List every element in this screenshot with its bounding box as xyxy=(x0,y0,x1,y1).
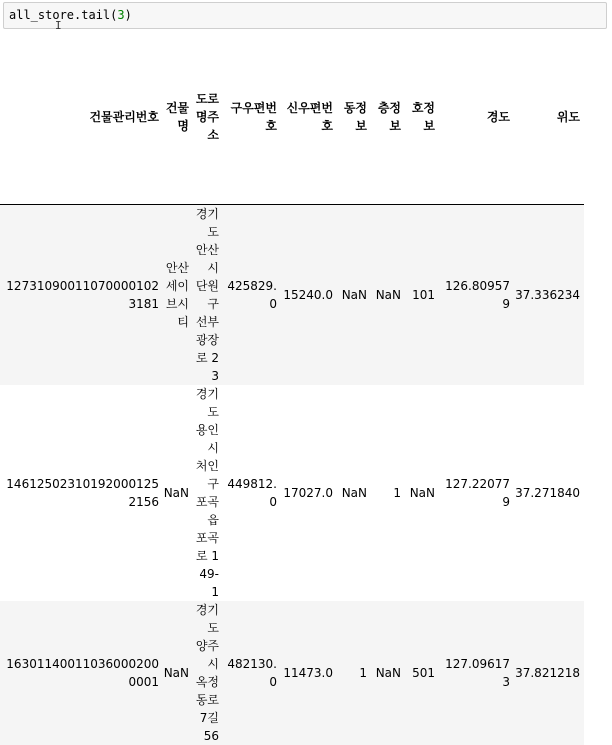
code-input[interactable] xyxy=(9,8,132,22)
table-cell: 1 xyxy=(359,666,367,680)
text-cursor-icon: I xyxy=(55,19,62,32)
table-cell: 경기도 안산시 단원구 선부광장로 23 xyxy=(195,207,219,383)
table-row xyxy=(0,385,584,601)
table-cell: NaN xyxy=(375,288,401,302)
table-cell: 15240.0 xyxy=(283,288,333,302)
column-header: 구우편번호 xyxy=(223,30,281,205)
table-cell: 경기도 양주시 옥정동로7길 56 xyxy=(195,603,219,743)
column-header: 신우편번호 xyxy=(281,30,337,205)
table-cell: 127310900110700001023181 xyxy=(6,279,159,311)
table-cell: 안산세이브시티 xyxy=(165,261,189,329)
table-cell: NaN xyxy=(163,486,189,500)
column-header: 건물관리번호 xyxy=(0,30,163,205)
code-argument: 3 xyxy=(117,8,125,22)
table-cell: 1 xyxy=(393,486,401,500)
column-header: 위도 xyxy=(514,30,584,205)
table-cell: 37.821218 xyxy=(515,666,580,680)
table-cell: 126.809579 xyxy=(445,279,510,311)
table-cell: 163011400110360002000001 xyxy=(6,657,159,689)
table-cell: NaN xyxy=(341,486,367,500)
header-row xyxy=(0,30,584,205)
column-header: 동정보 xyxy=(337,30,371,205)
column-header: 호정보 xyxy=(405,30,439,205)
table-row xyxy=(0,205,584,386)
table-cell: 17027.0 xyxy=(283,486,333,500)
table-cell: NaN xyxy=(409,486,435,500)
table-cell: NaN xyxy=(375,666,401,680)
table-cell: 482130.0 xyxy=(227,657,277,689)
table-cell: 127.096173 xyxy=(445,657,510,689)
table-cell: 11473.0 xyxy=(283,666,333,680)
code-call: all_store.tail( xyxy=(9,8,118,22)
table-cell: NaN xyxy=(163,666,189,680)
table-cell: 37.336234 xyxy=(515,288,580,302)
code-close-paren: ) xyxy=(124,8,132,22)
table-cell: NaN xyxy=(341,288,367,302)
dataframe-table xyxy=(0,30,584,745)
table-cell: 425829.0 xyxy=(227,279,277,311)
table-cell: 37.271840 xyxy=(515,486,580,500)
table-cell: 127.220779 xyxy=(445,477,510,509)
table-cell: 449812.0 xyxy=(227,477,277,509)
column-header: 경도 xyxy=(439,30,514,205)
table-cell: 501 xyxy=(412,666,435,680)
code-cell[interactable] xyxy=(3,2,607,32)
column-header: 도로명주소 xyxy=(193,30,223,205)
table-cell: 146125023101920001252156 xyxy=(6,477,159,509)
table-cell: 101 xyxy=(412,288,435,302)
dataframe-output xyxy=(0,30,612,745)
table-row xyxy=(0,601,584,745)
table-cell: 경기도 용인시 처인구 포곡읍 포곡로 149-1 xyxy=(195,387,219,599)
column-header: 층정보 xyxy=(371,30,405,205)
column-header: 건물명 xyxy=(163,30,193,205)
